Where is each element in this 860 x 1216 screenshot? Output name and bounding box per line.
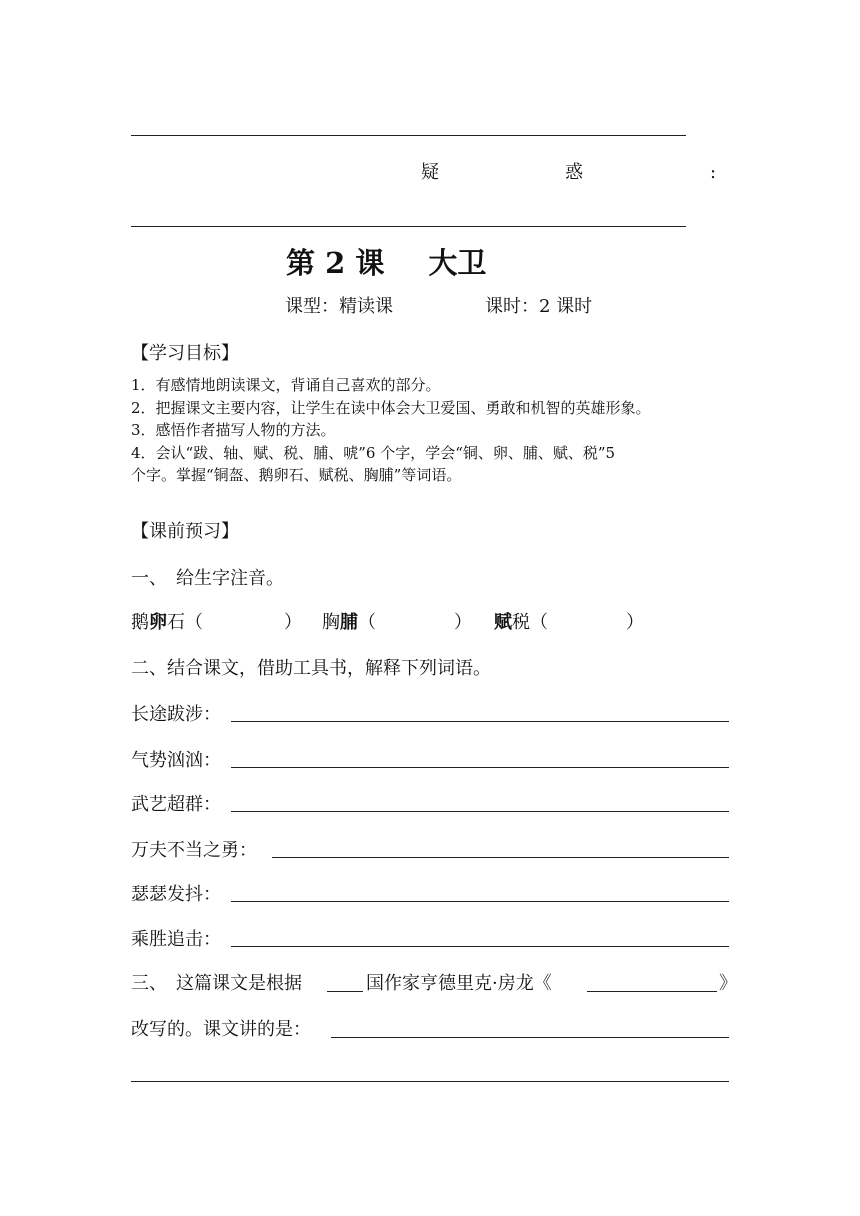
term-answer-line bbox=[231, 721, 729, 722]
term-answer-line bbox=[272, 857, 729, 858]
pinyin-target-char: 卵 bbox=[149, 612, 167, 633]
term-label: 气势汹汹： bbox=[131, 750, 221, 771]
pinyin-text: 石（ bbox=[167, 612, 203, 633]
pinyin-item-2 bbox=[322, 612, 376, 634]
question-3-line2: 改写的。课文讲的是： bbox=[131, 1019, 311, 1040]
doubt-colon: : bbox=[710, 162, 717, 183]
lesson-type: 课型：精读课 bbox=[285, 296, 393, 317]
term-answer-line bbox=[231, 811, 729, 812]
lesson-title bbox=[286, 245, 486, 281]
summary-blank-line-2 bbox=[131, 1081, 729, 1082]
term-label: 乘胜追击： bbox=[131, 929, 221, 950]
term-label: 长途跋涉： bbox=[131, 704, 221, 725]
summary-blank-line bbox=[331, 1037, 729, 1038]
goal-item: 4．会认“跋、轴、赋、税、脯、唬”6 个字，学会“铜、卵、脯、赋、税”5 bbox=[131, 444, 616, 462]
pinyin-text: （ bbox=[358, 612, 376, 633]
country-blank-line bbox=[327, 991, 363, 992]
pinyin-text: 税（ bbox=[512, 612, 548, 633]
question-3-end: 》 bbox=[719, 973, 737, 994]
pinyin-close-1: ） bbox=[284, 612, 302, 633]
pinyin-target-char: 脯 bbox=[340, 612, 358, 633]
doubt-char-2: 惑 bbox=[565, 162, 583, 183]
goal-item: 3．感悟作者描写人物的方法。 bbox=[131, 421, 336, 439]
question-3-mid: 国作家亨德里克·房龙《 bbox=[366, 973, 552, 994]
question-3-prefix: 三、 这篇课文是根据 bbox=[131, 973, 302, 994]
pinyin-item-1 bbox=[131, 612, 203, 634]
pinyin-close-2: ） bbox=[454, 612, 472, 633]
question-1: 一、 给生字注音。 bbox=[131, 568, 284, 589]
term-answer-line bbox=[231, 767, 729, 768]
pinyin-close-3: ） bbox=[626, 612, 644, 633]
top-blank-line bbox=[131, 135, 686, 136]
doubt-char-1: 疑 bbox=[421, 162, 439, 183]
pinyin-text: 鹅 bbox=[131, 612, 149, 633]
term-answer-line bbox=[231, 901, 729, 902]
term-answer-line bbox=[231, 946, 729, 947]
preview-heading: 【课前预习】 bbox=[131, 521, 239, 542]
pinyin-item-3 bbox=[494, 612, 548, 634]
goal-item: 2．把握课文主要内容，让学生在读中体会大卫爱国、勇敢和机智的英雄形象。 bbox=[131, 399, 651, 417]
goal-item: 个字。掌握“铜盔、鹅卵石、赋税、胸脯”等词语。 bbox=[131, 466, 462, 484]
lesson-name: 大卫 bbox=[428, 246, 487, 280]
lesson-number: 第 2 课 bbox=[286, 246, 385, 280]
goal-item: 1．有感情地朗读课文，背诵自己喜欢的部分。 bbox=[131, 376, 441, 394]
term-label: 武艺超群： bbox=[131, 794, 221, 815]
book-title-blank-line bbox=[587, 991, 717, 992]
pinyin-target-char: 赋 bbox=[494, 612, 512, 633]
pinyin-text: 胸 bbox=[322, 612, 340, 633]
doubt-blank-line bbox=[131, 226, 686, 227]
term-label: 万夫不当之勇： bbox=[131, 840, 257, 861]
goals-heading: 【学习目标】 bbox=[131, 343, 239, 364]
lesson-hours: 课时：2 课时 bbox=[485, 296, 593, 317]
term-label: 瑟瑟发抖： bbox=[131, 884, 221, 905]
question-2: 二、结合课文，借助工具书，解释下列词语。 bbox=[131, 658, 491, 679]
